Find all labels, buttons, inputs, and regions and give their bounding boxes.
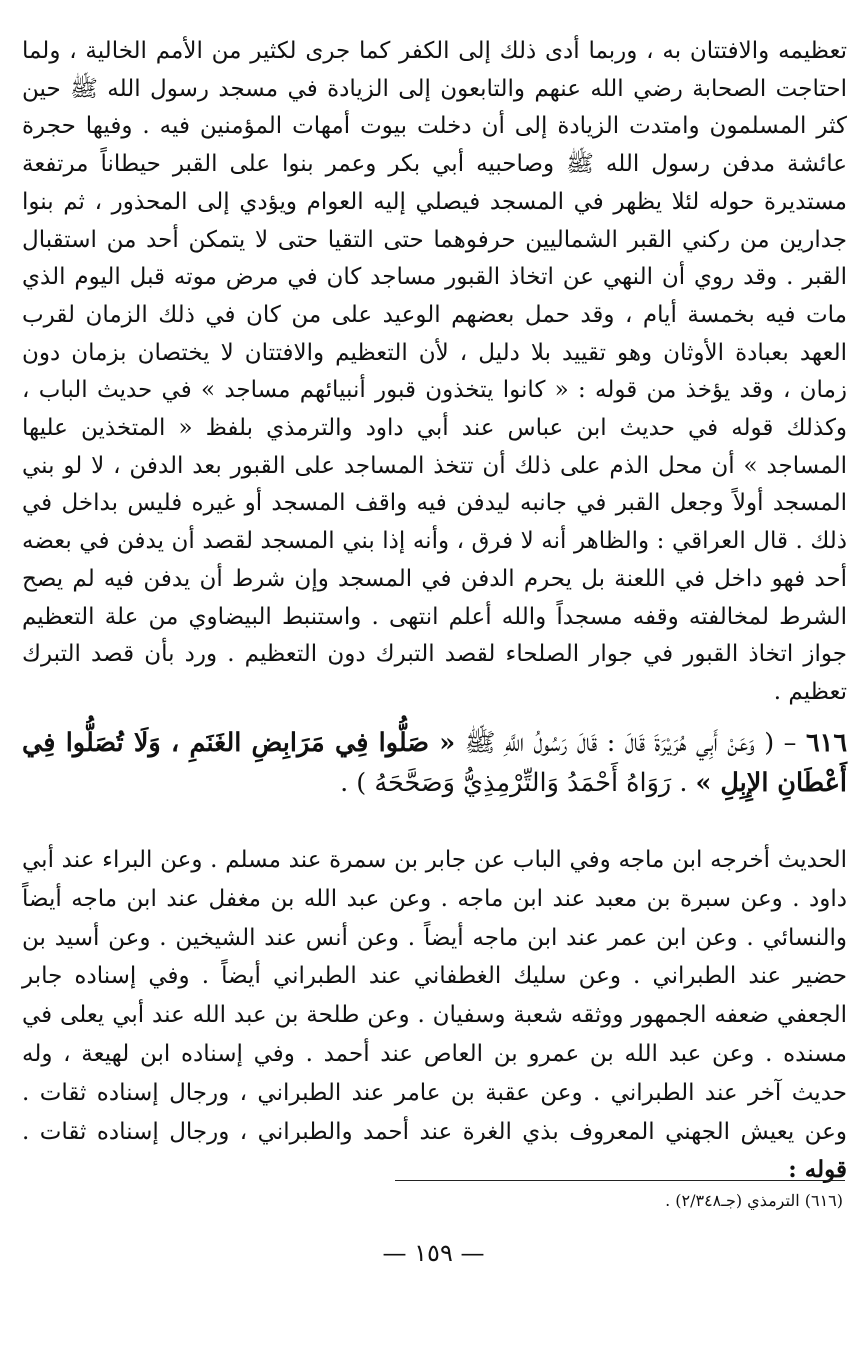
commentary-text: الحديث أخرجه ابن ماجه وفي الباب عن جابر بن سمرة عند مسلم . وعن البراء عند أبي داود . وعن سبرة بن معبد عند ابن ماجه . وعن عبد الله بن مغفل عند ابن ماجه أيضاً والنسائي . وعن ابن عمر عند ابن ماجه أيضاً . وعن أنس عند الشيخين . وعن أسيد بن حضير عند الطبراني . وعن سليك الغطفاني عند الطبراني أيضاً . وفي إسناده جابر الجعفي ضعفه الجمهور ووثقه شعبة وسفيان . وعن طلحة بن عبد الله عند أبي يعلى في مسنده . وعن عبد الله بن عمرو بن العاص عند أحمد . وفي إسناده ابن لهيعة ، وله حديث آخر عند الطبراني . وعن عقبة بن عامر عند الطبراني ، ورجال إسناده ثقات . وعن يعيش الجهني المعروف بذي الغرة عند أحمد والطبراني ، ورجال إسناده ثقات . [22, 847, 847, 1145]
commentary-paragraph [22, 841, 847, 1190]
hadith-block [22, 723, 847, 803]
footnote: (٦١٦) الترمذي (جـ٢/٣٤٨) . [665, 1191, 843, 1210]
footnote-divider [395, 1180, 845, 1181]
commentary-tail: قوله : [788, 1156, 847, 1184]
body-paragraph: تعظيمه والافتتان به ، وربما أدى ذلك إلى الكفر كما جرى لكثير من الأمم الخالية ، ولما احتاجت الصحابة رضي الله عنهم والتابعون إلى الزيادة في مسجد رسول الله ﷺ حين كثر المسلمون وامتدت الزيادة إلى أن دخلت بيوت أمهات المؤمنين فيه . وفيها حجرة عائشة مدفن رسول الله ﷺ وصاحبيه أبي بكر وعمر بنوا على القبر حيطاناً مرتفعة مستديرة حوله لئلا يظهر في المسجد فيصلي إليه العوام ويؤدي إلى المحذور ، ثم بنوا جدارين من ركني القبر الشماليين حرفوهما حتى التقيا حتى لا يتمكن أحد من استقبال القبر . وقد روي أن النهي عن اتخاذ القبور مساجد كان في مرض موته قبل اليوم الذي مات فيه بخمسة أيام ، وقد حمل بعضهم الوعيد على من كان في ذلك الزمان لقرب العهد بعبادة الأوثان وهو تقييد بلا دليل ، لأن التعظيم والافتتان لا يختصان بزمان دون زمان ، وقد يؤخذ من قوله : « كانوا يتخذون قبور أنبيائهم مساجد » في حديث الباب ، وكذلك قوله في حديث ابن عباس عند أبي داود والترمذي بلفظ « المتخذين عليها المساجد » أن محل الذم على ذلك أن تتخذ المساجد على القبور بعد الدفن ، لا لو بني المسجد أولاً وجعل القبر في جانبه ليدفن فيه واقف المسجد أو غيره فليس بداخل في ذلك . قال العراقي : والظاهر أنه لا فرق ، وأنه إذا بني المسجد لقصد أن يدفن في بعضه أحد فهو داخل في اللعنة بل يحرم الدفن في المسجد وإن شرط أن يدفن فيه لم يصح الشرط لمخالفته وقفه مسجداً والله أعلم انتهى . واستنبط البيضاوي من علة التعظيم جواز اتخاذ القبور في جوار الصلحاء لقصد التبرك دون التعظيم . ورد بأن قصد التبرك تعظيم . [22, 38, 847, 705]
hadith-number: ٦١٦ [805, 728, 848, 758]
hadith-quote: « صَلُّوا فِي مَرَابِضِ الغَنَمِ ، وَلَا تُصَلُّوا فِي أَعْطَانِ الإِبِلِ » [22, 728, 847, 798]
page-number: — ١٥٩ — [382, 1239, 485, 1267]
hadith-intro: – ( وَعَنْ أَبِي هُرَيْرَةَ قَالَ : قَالَ رَسُولُ اللَّهِ ﷺ [464, 728, 797, 758]
hadith-attribution: . رَوَاهُ أَحْمَدُ وَالتِّرْمِذِيُّ وَصَحَّحَهُ ) . [340, 768, 688, 798]
